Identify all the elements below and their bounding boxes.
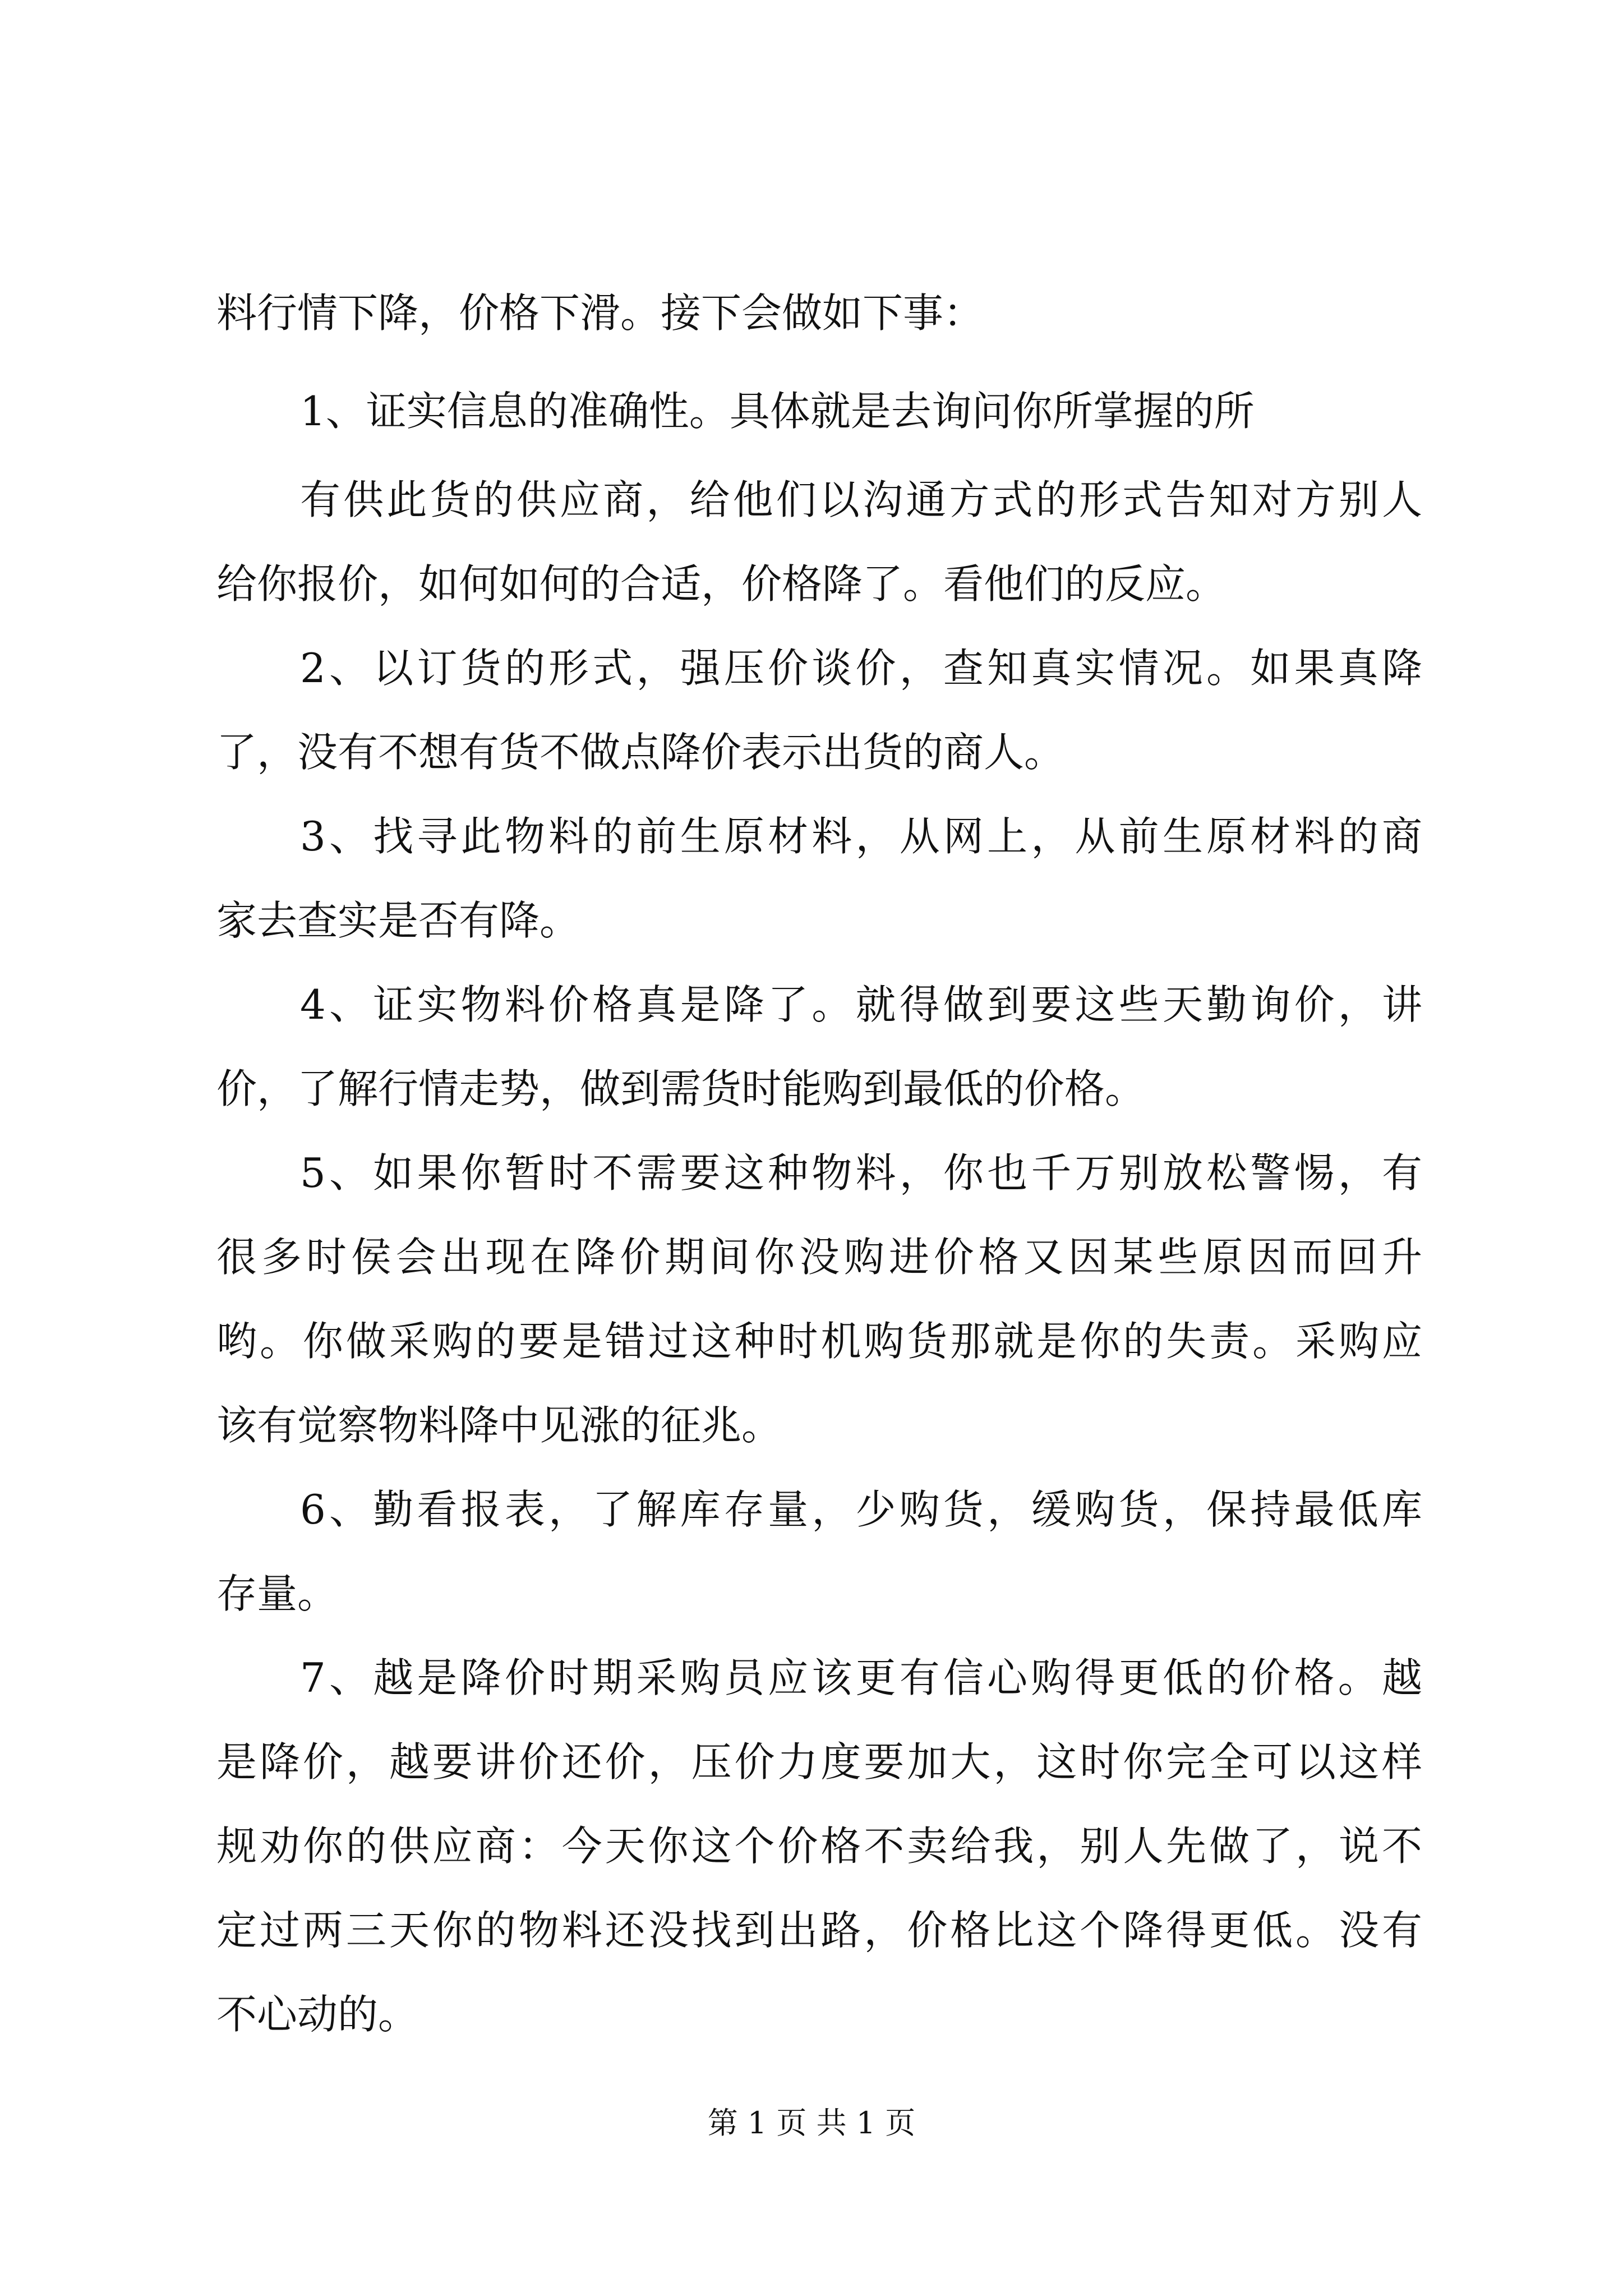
text-line-3: 有供此货的供应商，给他们以沟通方式的形式告知对方别人 bbox=[300, 476, 1422, 523]
text-line-14: 该有觉察物料降中见涨的征兆。 bbox=[216, 1402, 782, 1449]
page-number-footer: 第 1 页 共 1 页 bbox=[707, 2105, 916, 2141]
text-line-10: 价，了解行情走势，做到需货时能购到最低的价格。 bbox=[216, 1065, 1146, 1112]
text-line-8: 家去查实是否有降。 bbox=[216, 897, 580, 944]
text-line-7: 3、找寻此物料的前生原材料，从网上，从前生原材料的商 bbox=[300, 813, 1422, 860]
text-line-21: 不心动的。 bbox=[216, 1991, 419, 2038]
text-line-20: 定过两三天你的物料还没找到出路，价格比这个降得更低。没有 bbox=[216, 1907, 1422, 1954]
text-line-17: 7、越是降价时期采购员应该更有信心购得更低的价格。越 bbox=[300, 1654, 1422, 1701]
text-line-16: 存量。 bbox=[216, 1570, 338, 1617]
text-line-15: 6、勤看报表，了解库存量，少购货，缓购货，保持最低库 bbox=[300, 1486, 1422, 1533]
text-line-11: 5、如果你暂时不需要这种物料，你也千万别放松警惕，有 bbox=[300, 1149, 1422, 1197]
text-line-5: 2、以订货的形式，强压价谈价，查知真实情况。如果真降 bbox=[300, 645, 1422, 692]
text-line-13: 哟。你做采购的要是错过这种时机购货那就是你的失责。采购应 bbox=[216, 1318, 1422, 1365]
text-line-2: 1、证实信息的准确性。具体就是去询问你所掌握的所 bbox=[300, 388, 1255, 435]
text-line-18: 是降价，越要讲价还价，压价力度要加大，这时你完全可以这样 bbox=[216, 1738, 1422, 1786]
text-line-6: 了，没有不想有货不做点降价表示出货的商人。 bbox=[216, 729, 1065, 776]
text-line-9: 4、证实物料价格真是降了。就得做到要这些天勤询价，讲 bbox=[300, 981, 1422, 1028]
text-line-19: 规劝你的供应商：今天你这个价格不卖给我，别人先做了，说不 bbox=[216, 1823, 1422, 1870]
text-line-12: 很多时侯会出现在降价期间你没购进价格又因某些原因而回升 bbox=[216, 1234, 1422, 1281]
text-line-1: 料行情下降，价格下滑。接下会做如下事： bbox=[216, 289, 984, 337]
text-line-4: 给你报价，如何如何的合适，价格降了。看他们的反应。 bbox=[216, 560, 1227, 608]
